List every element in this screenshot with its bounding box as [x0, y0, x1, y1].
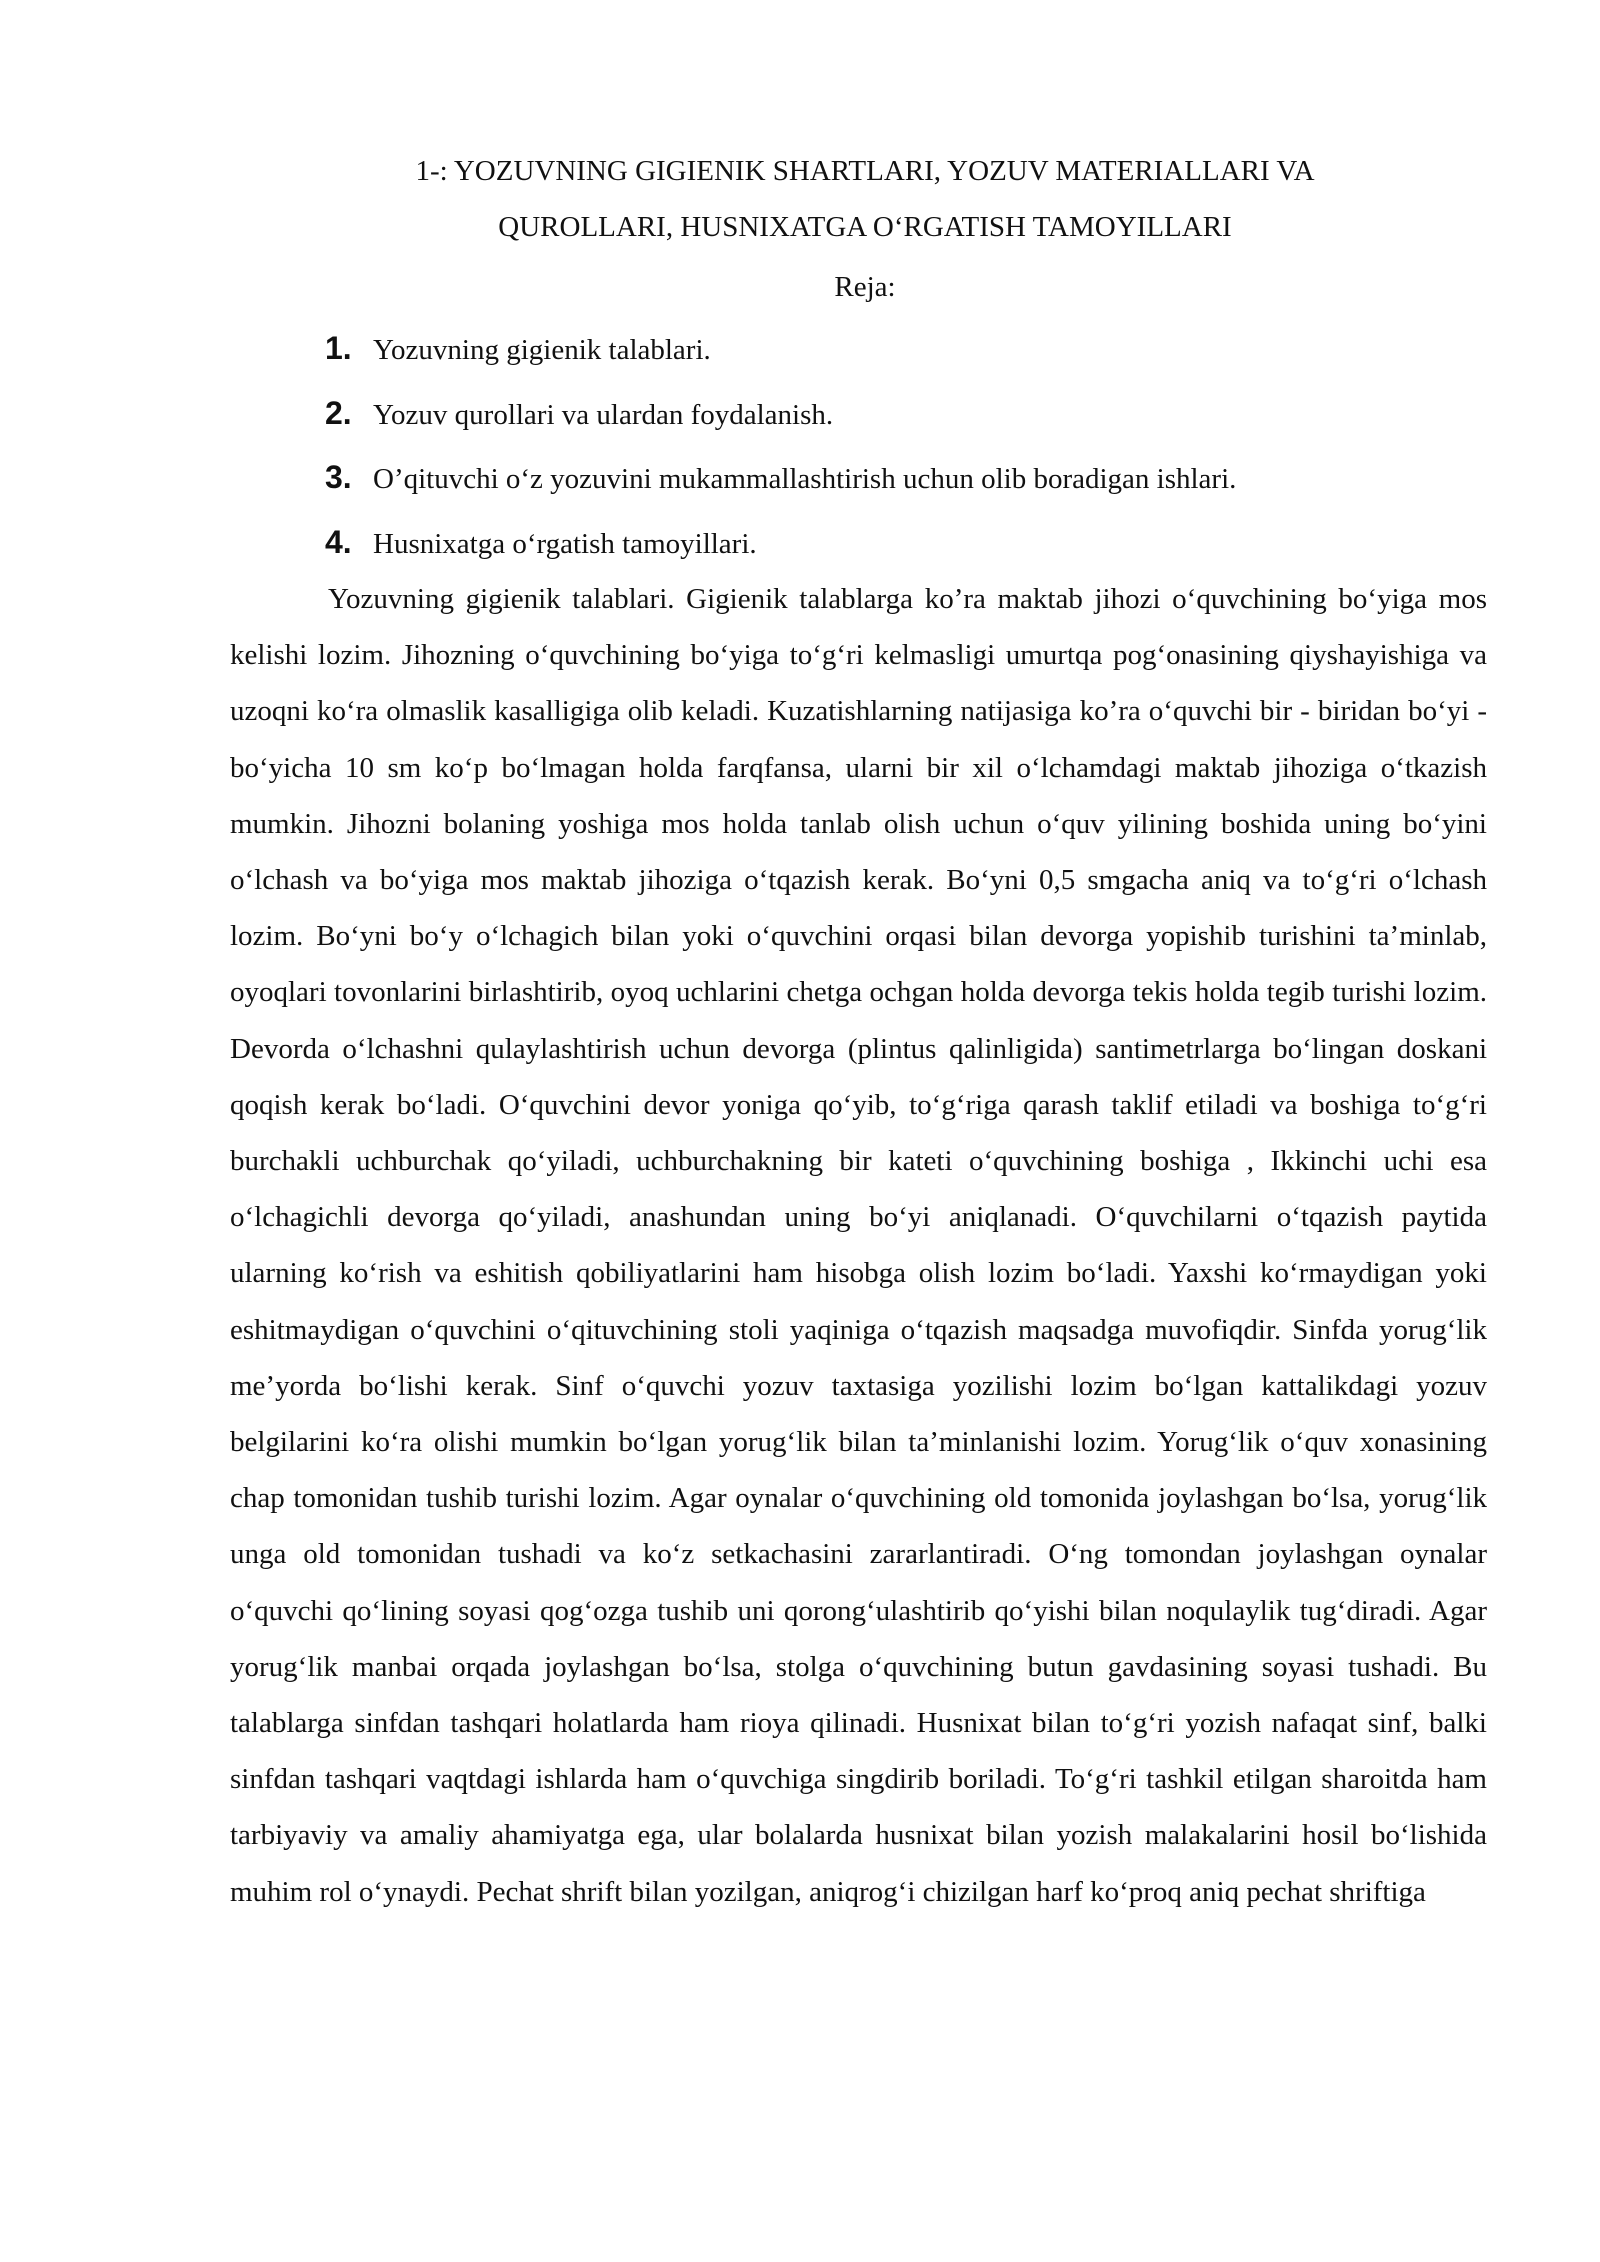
plan-item-number: 1. — [325, 330, 352, 366]
document-title — [230, 143, 1500, 255]
plan-item-text: Yozuv qurollari va ulardan foydalanish. — [373, 398, 834, 431]
plan-list — [325, 316, 1236, 574]
plan-item-text: Yozuvning gigienik talablari. — [373, 334, 711, 366]
plan-item-number: 3. — [325, 459, 352, 495]
plan-item — [325, 445, 1236, 510]
plan-item-number: 2. — [325, 394, 352, 431]
body-paragraph: Yozuvning gigienik talablari. Gigienik talablarga ko’ra maktab jihozi o‘quvchining bo‘yiga mos kelishi lozim. Jihozning o‘quvchining bo‘yiga to‘g‘ri kelmasligi umurtqa pog‘onasining qiyshayishiga va uzoqni ko‘ra olmaslik kasalligiga olib keladi. Kuzatishlarning natijasiga ko’ra o‘quvchi bir - biridan bo‘yi -bo‘yicha 10 sm ko‘p bo‘lmagan holda farqfansa, ularni bir xil o‘lchamdagi maktab jihoziga o‘tkazish mumkin. Jihozni bolaning yoshiga mos holda tanlab olish uchun o‘quv yilining boshida uning bo‘yini o‘lchash va bo‘yiga mos maktab jihoziga o‘tqazish kerak. Bo‘yni 0,5 smgacha aniq va to‘g‘ri o‘lchash lozim. Bo‘yni bo‘y o‘lchagich bilan yoki o‘quvchini orqasi bilan devorga yopishib turishini ta’minlab, oyoqlari tovonlarini birlashtirib, oyoq uchlarini chetga ochgan holda devorga tekis holda tegib turishi lozim. Devorda o‘lchashni qulaylashtirish uchun devorga (plintus qalinligida) santimetrlarga bo‘lingan doskani qoqish kerak bo‘ladi. O‘quvchini devor yoniga qo‘yib, to‘g‘riga qarash taklif etiladi va boshiga to‘g‘ri burchakli uchburchak qo‘yiladi, uchburchakning bir kateti o‘quvchining boshiga , Ikkinchi uchi esa o‘lchagichli devorga qo‘yiladi, anashundan uning bo‘yi aniqlanadi. O‘quvchilarni o‘tqazish paytida ularning ko‘rish va eshitish qobiliyatlarini ham hisobga olish lozim bo‘ladi. Yaxshi ko‘rmaydigan yoki eshitmaydigan o‘quvchini o‘qituvchining stoli yaqiniga o‘tqazish maqsadga muvofiqdir. Sinfda yorug‘lik me’yorda bo‘lishi kerak. Sinf o‘quvchi yozuv taxtasiga yozilishi lozim bo‘lgan kattalikdagi yozuv belgilarini ko‘ra olishi mumkin bo‘lgan yorug‘lik bilan ta’minlanishi lozim. Yorug‘lik o‘quv xonasining chap tomonidan tushib turishi lozim. Agar oynalar o‘quvchining old tomonida joylashgan bo‘lsa, yorug‘lik unga old tomonidan tushadi va ko‘z setkachasini zararlantiradi. O‘ng tomondan joylashgan oynalar o‘quvchi qo‘lining soyasi qog‘ozga tushib uni qorong‘ulashtirib qo‘yishi bilan noqulaylik tug‘diradi. Agar yorug‘lik manbai orqada joylashgan bo‘lsa, stolga o‘quvchining butun gavdasining soyasi tushadi. Bu talablarga sinfdan tashqari holatlarda ham rioya qilinadi. Husnixat bilan to‘g‘ri yozish nafaqat sinf, balki sinfdan tashqari vaqtdagi ishlarda ham o‘quvchiga singdirib boriladi. To‘g‘ri tashkil etilgan sharoitda ham tarbiyaviy va amaliy ahamiyatga ega, ular bolalarda husnixat bilan yozish malakalarini hosil bo‘lishida muhim rol o‘ynaydi. Pechat shrift bilan yozilgan, aniqrog‘i chizilgan harf ko‘proq aniq pechat shriftiga — [230, 583, 1487, 1908]
plan-heading: Reja: — [834, 271, 896, 303]
plan-item-number: 4. — [325, 523, 352, 560]
title-line-1: 1-: YOZUVNING GIGIENIK SHARTLARI, YOZUV MATERIALLARI VA — [415, 155, 1315, 187]
title-line-2: QUROLLARI, HUSNIXATGA O‘RGATISH TAMOYILLARI — [498, 211, 1232, 243]
plan-item — [325, 381, 1236, 446]
plan-item-text: Husnixatga o‘rgatish tamoyillari. — [373, 527, 757, 560]
plan-item — [325, 510, 1236, 575]
plan-item — [325, 316, 1236, 381]
plan-item-text: O’qituvchi o‘z yozuvini mukammallashtirish uchun olib boradigan ishlari. — [373, 463, 1237, 495]
